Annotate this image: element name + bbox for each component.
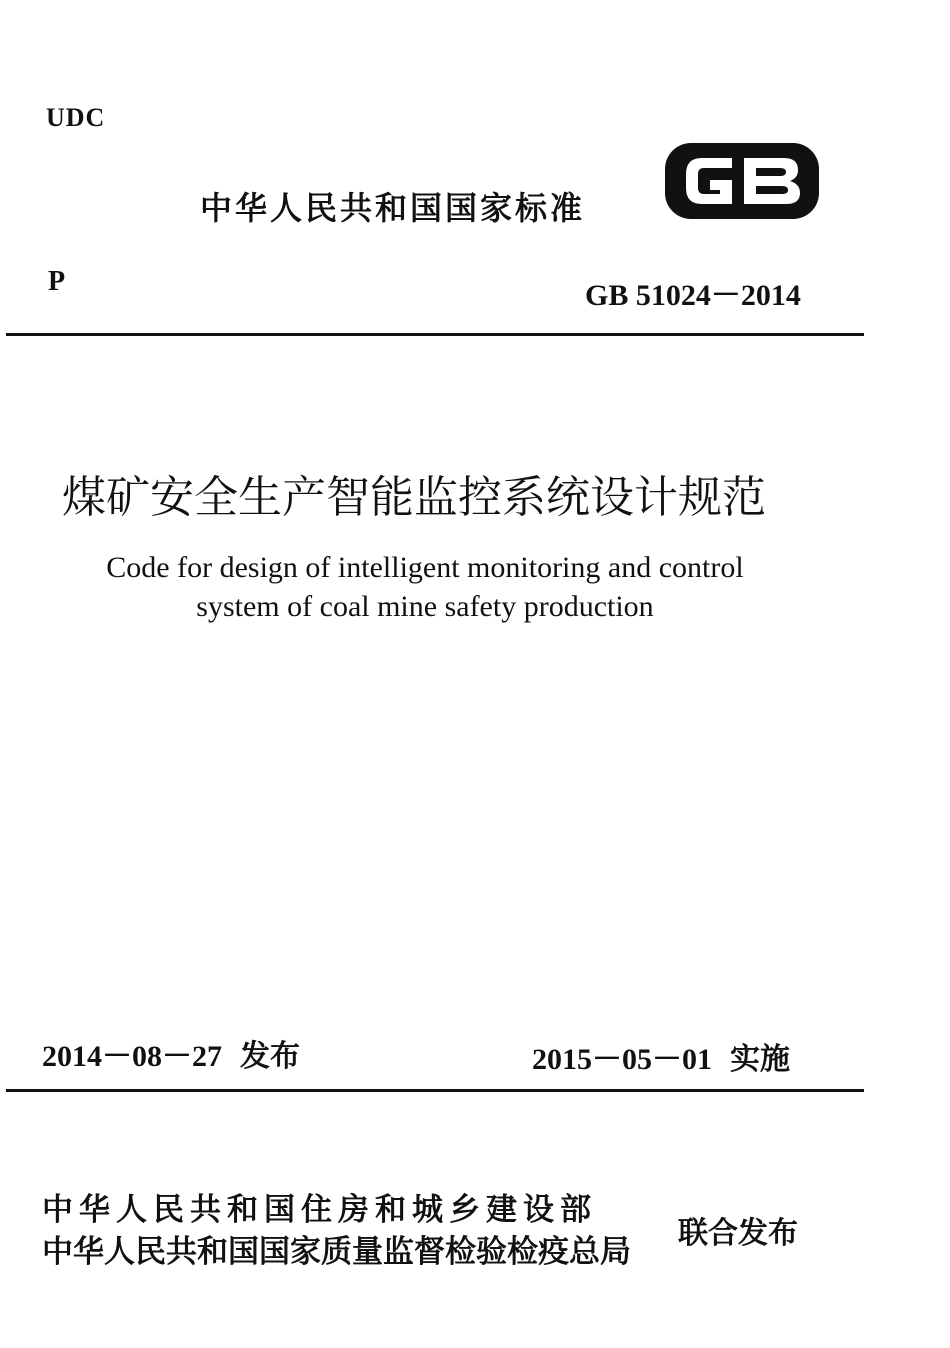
national-standard-heading: 中华人民共和国国家标准 (200, 189, 586, 227)
gb-logo-icon (662, 140, 822, 222)
issuer-aqsiq: 中华人民共和国国家质量监督检验检疫总局 (42, 1234, 631, 1270)
effective-date: 2015－05－01 (532, 1043, 712, 1076)
title-english-line-2: system of coal mine safety production (196, 590, 654, 623)
issuer-ministry: 中华人民共和国住房和城乡建设部 (42, 1192, 597, 1228)
title-english (0, 548, 850, 626)
issue-label: 发布 (240, 1039, 300, 1074)
footer-divider (6, 1089, 864, 1092)
title-chinese: 煤矿安全生产智能监控系统设计规范 (62, 472, 766, 523)
udc-label: UDC (46, 103, 106, 132)
standard-code: GB 51024－2014 (585, 279, 801, 312)
joint-issue-label: 联合发布 (678, 1216, 798, 1251)
effective-date-block (532, 1034, 790, 1078)
issue-date: 2014－08－27 (42, 1040, 222, 1073)
issue-date-block (42, 1031, 300, 1075)
header-divider (6, 333, 864, 336)
category-code: P (48, 266, 66, 297)
title-english-line-1: Code for design of intelligent monitoring and control (106, 551, 744, 584)
gb-logo (662, 140, 822, 222)
effective-label: 实施 (730, 1042, 790, 1077)
